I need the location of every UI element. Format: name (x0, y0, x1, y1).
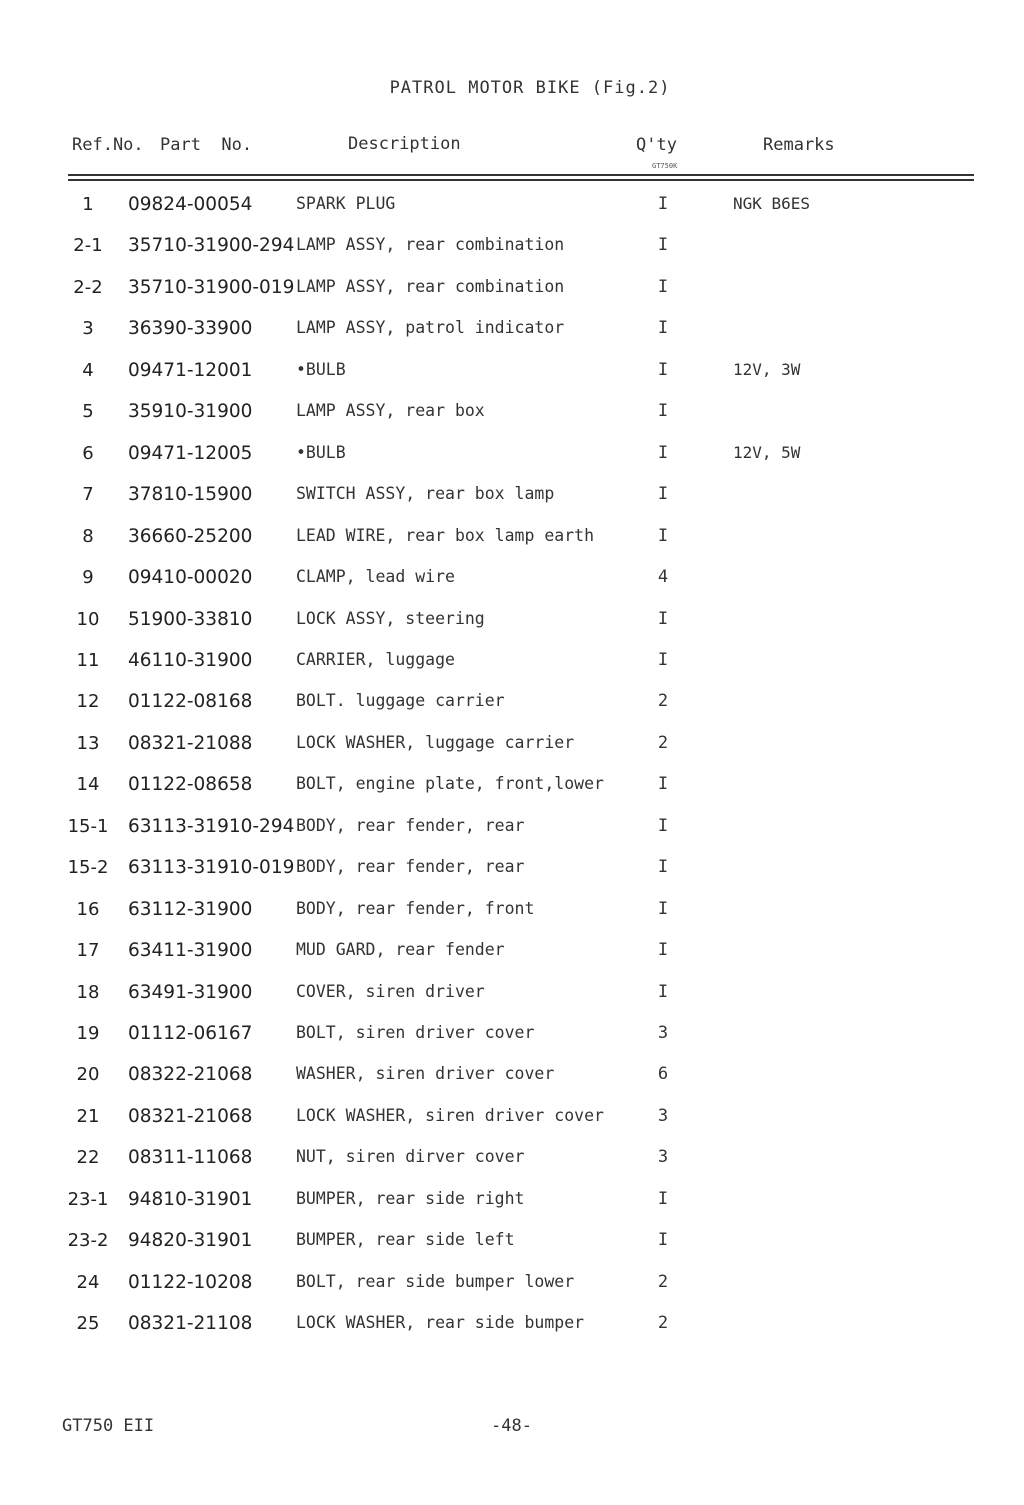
cell-description: •BULB (296, 360, 346, 379)
cell-description: CLAMP, lead wire (296, 567, 455, 586)
cell-ref-number: 20 (76, 1064, 100, 1085)
table-row (0, 401, 1024, 431)
cell-part-number: 08321-21068 (128, 1106, 253, 1127)
cell-description: COVER, siren driver (296, 982, 485, 1001)
cell-quantity: 6 (657, 1064, 669, 1084)
cell-description: BODY, rear fender, rear (296, 816, 525, 835)
column-header-part: Part No. (160, 135, 253, 155)
cell-ref-number: 4 (82, 360, 94, 381)
cell-ref-number: 22 (76, 1147, 100, 1168)
cell-part-number: 01122-10208 (128, 1272, 253, 1293)
cell-quantity: I (657, 235, 669, 255)
page-title: PATROL MOTOR BIKE (Fig.2) (389, 78, 671, 98)
cell-ref-number: 24 (76, 1272, 100, 1293)
table-row (0, 1313, 1024, 1343)
cell-part-number: 94810-31901 (128, 1189, 253, 1210)
cell-quantity: I (657, 1230, 669, 1250)
cell-remarks: 12V, 3W (733, 360, 801, 379)
table-row (0, 899, 1024, 929)
cell-description: LAMP ASSY, rear combination (296, 277, 565, 296)
cell-ref-number: 14 (76, 774, 100, 795)
cell-quantity: 2 (657, 733, 669, 753)
cell-ref-number: 8 (82, 526, 94, 547)
table-row (0, 277, 1024, 307)
table-row (0, 443, 1024, 473)
cell-quantity: I (657, 484, 669, 504)
cell-ref-number: 11 (76, 650, 100, 671)
cell-part-number: 09410-00020 (128, 567, 253, 588)
table-row (0, 526, 1024, 556)
cell-description: SWITCH ASSY, rear box lamp (296, 484, 555, 503)
cell-quantity: 2 (657, 1313, 669, 1333)
cell-part-number: 09471-12005 (128, 443, 253, 464)
cell-description: •BULB (296, 443, 346, 462)
cell-description: LOCK WASHER, luggage carrier (296, 733, 575, 752)
cell-part-number: 09824-00054 (128, 194, 253, 215)
cell-part-number: 36390-33900 (128, 318, 253, 339)
cell-description: LAMP ASSY, patrol indicator (296, 318, 565, 337)
cell-description: SPARK PLUG (296, 194, 396, 213)
cell-quantity: I (657, 1189, 669, 1209)
cell-description: BODY, rear fender, rear (296, 857, 525, 876)
table-row (0, 194, 1024, 224)
cell-part-number: 63411-31900 (128, 940, 253, 961)
cell-part-number: 94820-31901 (128, 1230, 253, 1251)
cell-ref-number: 12 (76, 691, 100, 712)
cell-ref-number: 15-1 (67, 816, 109, 837)
cell-part-number: 36660-25200 (128, 526, 253, 547)
cell-description: BUMPER, rear side right (296, 1189, 525, 1208)
table-row (0, 609, 1024, 639)
cell-ref-number: 5 (82, 401, 94, 422)
cell-quantity: 3 (657, 1023, 669, 1043)
cell-part-number: 09471-12001 (128, 360, 253, 381)
cell-ref-number: 16 (76, 899, 100, 920)
table-row (0, 318, 1024, 348)
cell-description: BUMPER, rear side left (296, 1230, 515, 1249)
cell-ref-number: 2-2 (73, 277, 103, 298)
cell-quantity: I (657, 650, 669, 670)
cell-ref-number: 25 (76, 1313, 100, 1334)
column-header-ref: Ref.No. (72, 135, 144, 155)
table-row (0, 1064, 1024, 1094)
cell-part-number: 08322-21068 (128, 1064, 253, 1085)
table-row (0, 567, 1024, 597)
cell-ref-number: 7 (82, 484, 94, 505)
table-row (0, 1106, 1024, 1136)
cell-quantity: I (657, 194, 669, 214)
cell-description: LEAD WIRE, rear box lamp earth (296, 526, 595, 545)
cell-description: LAMP ASSY, rear combination (296, 235, 565, 254)
cell-part-number: 08321-21088 (128, 733, 253, 754)
cell-part-number: 46110-31900 (128, 650, 253, 671)
table-row (0, 1272, 1024, 1302)
cell-quantity: I (657, 982, 669, 1002)
cell-quantity: I (657, 526, 669, 546)
cell-quantity: I (657, 940, 669, 960)
cell-ref-number: 18 (76, 982, 100, 1003)
table-row (0, 816, 1024, 846)
table-row (0, 1189, 1024, 1219)
cell-quantity: I (657, 360, 669, 380)
cell-ref-number: 17 (76, 940, 100, 961)
header-rule-bottom (68, 179, 974, 181)
cell-part-number: 01122-08658 (128, 774, 253, 795)
cell-description: MUD GARD, rear fender (296, 940, 505, 959)
column-header-qty: Q'ty (636, 135, 677, 155)
table-row (0, 691, 1024, 721)
cell-ref-number: 6 (82, 443, 94, 464)
cell-part-number: 37810-15900 (128, 484, 253, 505)
cell-ref-number: 2-1 (73, 235, 103, 256)
column-header-description: Description (348, 134, 461, 154)
table-row (0, 235, 1024, 265)
footer-model: GT750 EII (62, 1416, 155, 1436)
cell-quantity: I (657, 774, 669, 794)
cell-part-number: 01112-06167 (128, 1023, 253, 1044)
cell-description: BOLT, siren driver cover (296, 1023, 535, 1042)
cell-ref-number: 10 (76, 609, 100, 630)
cell-ref-number: 23-1 (67, 1189, 109, 1210)
cell-quantity: I (657, 277, 669, 297)
cell-ref-number: 9 (82, 567, 94, 588)
cell-description: NUT, siren dirver cover (296, 1147, 525, 1166)
cell-description: LAMP ASSY, rear box (296, 401, 485, 420)
table-row (0, 774, 1024, 804)
cell-quantity: I (657, 443, 669, 463)
table-row (0, 940, 1024, 970)
table-row (0, 982, 1024, 1012)
cell-part-number: 08321-21108 (128, 1313, 253, 1334)
cell-part-number: 63113-31910-019 (128, 857, 295, 878)
column-header-remarks: Remarks (763, 135, 835, 155)
cell-ref-number: 23-2 (67, 1230, 109, 1251)
cell-part-number: 63113-31910-294 (128, 816, 295, 837)
cell-quantity: I (657, 401, 669, 421)
cell-description: WASHER, siren driver cover (296, 1064, 555, 1083)
cell-description: LOCK WASHER, siren driver cover (296, 1106, 604, 1125)
cell-ref-number: 1 (82, 194, 94, 215)
table-row (0, 360, 1024, 390)
cell-ref-number: 15-2 (67, 857, 109, 878)
table-row (0, 1147, 1024, 1177)
cell-quantity: I (657, 609, 669, 629)
cell-remarks: 12V, 5W (733, 443, 801, 462)
cell-description: LOCK WASHER, rear side bumper (296, 1313, 585, 1332)
cell-quantity: 2 (657, 1272, 669, 1292)
cell-quantity: I (657, 318, 669, 338)
cell-quantity: 2 (657, 691, 669, 711)
cell-quantity: 3 (657, 1147, 669, 1167)
cell-remarks: NGK B6ES (733, 194, 811, 213)
header-rule-top (68, 174, 974, 176)
cell-quantity: 3 (657, 1106, 669, 1126)
cell-quantity: I (657, 899, 669, 919)
cell-part-number: 63491-31900 (128, 982, 253, 1003)
cell-quantity: I (657, 857, 669, 877)
cell-quantity: I (657, 816, 669, 836)
cell-ref-number: 3 (82, 318, 94, 339)
table-row (0, 857, 1024, 887)
cell-part-number: 63112-31900 (128, 899, 253, 920)
cell-ref-number: 13 (76, 733, 100, 754)
cell-description: LOCK ASSY, steering (296, 609, 485, 628)
cell-ref-number: 21 (76, 1106, 100, 1127)
table-row (0, 1023, 1024, 1053)
cell-description: BODY, rear fender, front (296, 899, 535, 918)
cell-quantity: 4 (657, 567, 669, 587)
cell-description: BOLT, rear side bumper lower (296, 1272, 575, 1291)
cell-part-number: 35910-31900 (128, 401, 253, 422)
table-row (0, 733, 1024, 763)
cell-part-number: 35710-31900-294 (128, 235, 295, 256)
cell-part-number: 35710-31900-019 (128, 277, 295, 298)
page-number: -48- (491, 1416, 532, 1436)
cell-description: BOLT, engine plate, front,lower (296, 774, 604, 793)
cell-part-number: 01122-08168 (128, 691, 253, 712)
cell-description: BOLT. luggage carrier (296, 691, 505, 710)
cell-part-number: 51900-33810 (128, 609, 253, 630)
cell-part-number: 08311-11068 (128, 1147, 253, 1168)
table-row (0, 1230, 1024, 1260)
cell-description: CARRIER, luggage (296, 650, 455, 669)
table-row (0, 650, 1024, 680)
column-header-qty-model: GT750K (652, 162, 678, 170)
table-row (0, 484, 1024, 514)
cell-ref-number: 19 (76, 1023, 100, 1044)
